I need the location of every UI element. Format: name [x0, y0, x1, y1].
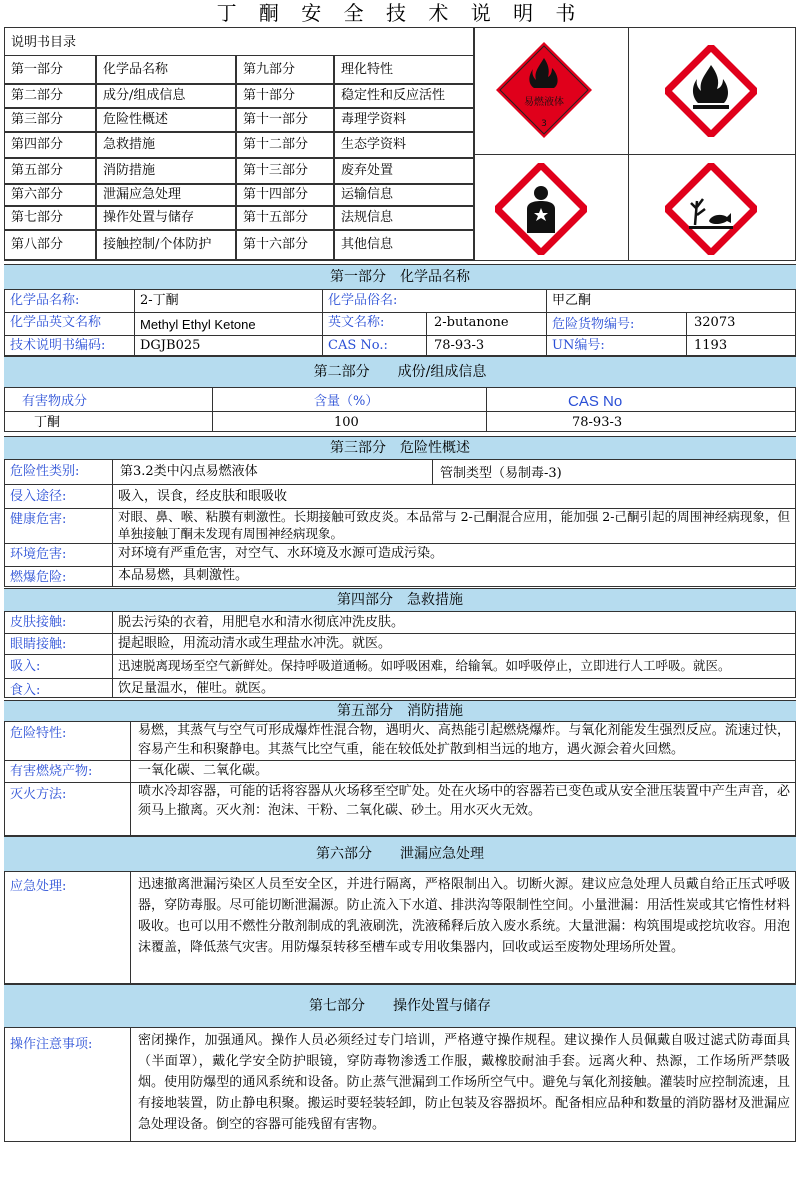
hazard-class-value: 第3.2类中闪点易燃液体 [120, 464, 258, 479]
content-value: 100 [334, 415, 359, 430]
common-name-value: 甲乙酮 [552, 293, 592, 308]
toc-cell: 第八部分 [4, 230, 96, 260]
toc-cell: 接触控制/个体防护 [96, 230, 236, 260]
inhale-label: 吸入: [10, 659, 41, 674]
ghs-environment-icon [665, 163, 757, 255]
en-alias-value: 2-butanone [434, 315, 509, 330]
env-label: 环境危害: [10, 547, 67, 562]
section-2-table [4, 388, 796, 432]
cas-label: CAS No.: [328, 338, 388, 353]
toc-cell: 操作处置与储存 [96, 206, 236, 230]
operation-notes-value: 密闭操作，加强通风。操作人员必须经过专门培训，严格遵守操作规程。建议操作人员佩戴自吸过滤式防毒面具（半面罩），戴化学安全防护眼镜，穿防毒物渗透工作服，戴橡胶耐油手套。远离火种、热源，工作场所严禁吸烟。使用防爆型的通风系统和设备。防止蒸气泄漏到工作场所空气中。避免与氧化剂接触。灌装时应控制流速，且有接地装置，防止静电积聚。搬运时要轻装轻卸，防止包装及容器损坏。配备相应品种和数量的消防器材及泄漏应急处理设备。倒空的容器可能残留有害物。 [138, 1033, 790, 1132]
toc-cell: 稳定性和反应活性 [334, 84, 474, 108]
operation-notes-label: 操作注意事项: [10, 1037, 93, 1052]
section-5-header: 第五部分 消防措施 [4, 700, 796, 722]
section-6-header: 第六部分 泄漏应急处理 [4, 836, 796, 872]
skin-value: 脱去污染的衣着，用肥皂水和清水彻底冲洗皮肤。 [118, 615, 405, 630]
toc-cell: 第十四部分 [236, 184, 334, 206]
extinguish-method-value: 喷水冷却容器，可能的话将容器从火场移至空旷处。处在火场中的容器若已变色或从安全泄压装置中产生声音，必须马上撤离。灭火剂：泡沫、干粉、二氧化碳、砂土。用水灭火无效。 [138, 784, 790, 818]
route-label: 侵入途径: [10, 489, 67, 504]
placard-class-number: 3 [541, 119, 547, 129]
fire-hazard-value: 易燃，其蒸气与空气可形成爆炸性混合物，遇明火、高热能引起燃烧爆炸。与氧化剂能发生强烈反应。流速过快，容易产生和积聚静电。其蒸气比空气重，能在较低处扩散到相当远的地方，遇火源会着火回燃。 [138, 723, 790, 757]
toc-cell: 危险性概述 [96, 108, 236, 132]
hazard-class-label: 危险性类别: [10, 464, 80, 479]
toc-cell: 其他信息 [334, 230, 474, 260]
un-value: 1193 [694, 338, 728, 353]
toc-cell: 第十六部分 [236, 230, 334, 260]
en-name-label: 化学品英文名称 [10, 315, 102, 330]
toc-cell: 消防措施 [96, 158, 236, 184]
toc-cell: 成分/组成信息 [96, 84, 236, 108]
toc-cell: 第四部分 [4, 132, 96, 158]
fire-hazard-label: 危险特性: [10, 726, 67, 741]
toc-cell: 第十一部分 [236, 108, 334, 132]
extinguish-method-label: 灭火方法: [10, 787, 67, 802]
toc-cell: 第十三部分 [236, 158, 334, 184]
component-col-header: 有害物成分 [22, 394, 88, 409]
dg-no-value: 32073 [694, 315, 736, 330]
toc-cell: 泄漏应急处理 [96, 184, 236, 206]
section-3-header: 第三部分 危险性概述 [4, 436, 796, 460]
fire-label: 燃爆危险: [10, 570, 67, 585]
route-value: 吸入，误食，经皮肤和眼吸收 [118, 489, 288, 504]
eye-label: 眼睛接触: [10, 637, 67, 652]
toc-cell: 生态学资料 [334, 132, 474, 158]
toc-cell: 废弃处置 [334, 158, 474, 184]
section-7-header: 第七部分 操作处置与储存 [4, 984, 796, 1028]
toc-cell: 第十部分 [236, 84, 334, 108]
flammable-liquid-placard-icon [494, 40, 594, 140]
env-value: 对环境有严重危害，对空气、水环境及水源可造成污染。 [118, 546, 444, 561]
common-name-label: 化学品俗名: [328, 293, 398, 308]
toc-cell: 第一部分 [4, 55, 96, 84]
toc-cell: 急救措施 [96, 132, 236, 158]
code-label: 技术说明书编码: [10, 338, 106, 353]
toc-cell: 第七部分 [4, 206, 96, 230]
eye-value: 提起眼睑，用流动清水或生理盐水冲洗。就医。 [118, 636, 392, 651]
ghs-flame-icon [665, 45, 757, 137]
skin-label: 皮肤接触: [10, 615, 67, 630]
toc-cell: 第五部分 [4, 158, 96, 184]
en-alias-label: 英文名称: [328, 315, 385, 330]
casno-value: 78-93-3 [572, 415, 623, 430]
health-label: 健康危害: [10, 512, 67, 527]
toc-cell: 第九部分 [236, 55, 334, 84]
toc-cell: 毒理学资料 [334, 108, 474, 132]
toc-cell: 理化特性 [334, 55, 474, 84]
document-title: 丁 酮 安 全 技 术 说 明 书 [216, 1, 584, 25]
toc-cell: 第三部分 [4, 108, 96, 132]
chem-name-value: 2-丁酮 [140, 293, 179, 308]
combustion-products-label: 有害燃烧产物: [10, 764, 93, 779]
dg-no-label: 危险货物编号: [552, 317, 635, 332]
emergency-value: 迅速撤离泄漏污染区人员至安全区，并进行隔离，严格限制出入。切断火源。建议应急处理人员戴自给正压式呼吸器，穿防毒服。尽可能切断泄漏源。防止流入下水道、排洪沟等限制性空间。小量泄漏：用活性炭或其它惰性材料吸收。也可以用不燃性分散剂制成的乳液刷洗，洗液稀释后放入废水系统。大量泄漏：构筑围堤或挖坑收容。用泡沫覆盖，降低蒸气灾害。用防爆泵转移至槽车或专用收集器内，回收或运至废物处理场所处置。 [138, 877, 790, 955]
toc-cell: 化学品名称 [96, 55, 236, 84]
casno-col-header: CAS No [568, 393, 623, 410]
cas-value: 78-93-3 [434, 338, 485, 353]
control-type: 管制类型（易制毒-3) [440, 466, 562, 481]
toc-cell: 第十二部分 [236, 132, 334, 158]
ingest-value: 饮足量温水，催吐。就医。 [118, 681, 275, 696]
section-1-table [4, 290, 796, 356]
code-value: DGJB025 [140, 338, 201, 353]
ingest-label: 食入: [10, 683, 41, 698]
placard-text: 易燃液体 [524, 97, 564, 108]
section-1-header: 第一部分 化学品名称 [4, 264, 796, 290]
ghs-health-hazard-icon [495, 163, 587, 255]
component-value: 丁酮 [34, 415, 61, 430]
toc-cell: 运输信息 [334, 184, 474, 206]
combustion-products-value: 一氧化碳、二氧化碳。 [138, 763, 269, 778]
inhale-value: 迅速脱离现场至空气新鲜处。保持呼吸道通畅。如呼吸困难，给输氧。如呼吸停止，立即进行人工呼吸。就医。 [118, 658, 731, 673]
en-name-value: Methyl Ethyl Ketone [140, 317, 256, 332]
toc-cell: 第六部分 [4, 184, 96, 206]
toc-cell: 第二部分 [4, 84, 96, 108]
fire-value: 本品易燃，具刺激性。 [118, 568, 249, 583]
section-4-header: 第四部分 急救措施 [4, 588, 796, 612]
toc-cell: 法规信息 [334, 206, 474, 230]
section-2-header: 第二部分 成份/组成信息 [4, 356, 796, 388]
chem-name-label: 化学品名称: [10, 293, 80, 308]
content-col-header: 含量（%） [314, 394, 379, 409]
toc-heading: 说明书目录 [11, 35, 77, 50]
emergency-label: 应急处理: [10, 879, 67, 894]
un-label: UN编号: [552, 338, 605, 353]
toc-cell: 第十五部分 [236, 206, 334, 230]
health-value: 对眼、鼻、喉、粘膜有刺激性。长期接触可致皮炎。本品常与 2-己酮混合应用，能加强 2-己酮引起的周围神经病现象，但单独接触丁酮未发现有周围神经病现象。 [118, 509, 790, 541]
